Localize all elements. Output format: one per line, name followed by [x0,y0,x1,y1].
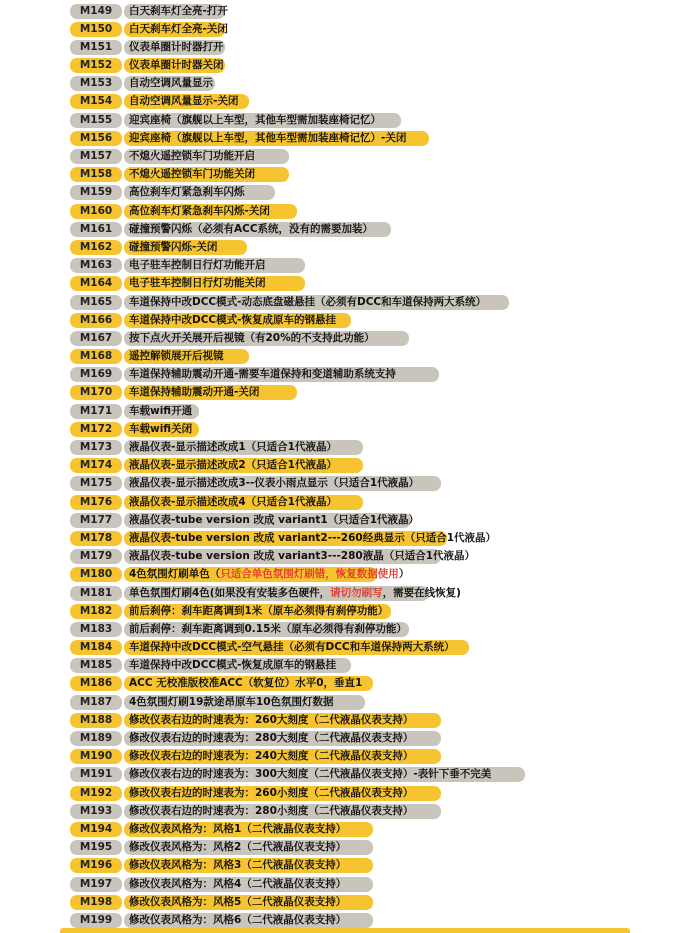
list-item [0,38,700,56]
item-code: M199 [70,913,122,928]
list-item [0,748,700,766]
list-item [0,257,700,275]
list-item [0,439,700,457]
item-description [124,640,469,655]
item-code: M198 [70,895,122,910]
list-item [0,311,700,329]
item-text: 自动空调风量显示 [129,77,213,90]
item-description [124,222,391,237]
list-item [0,148,700,166]
item-text: 车道保持中改DCC模式-恢复成原车的钢悬挂 [129,659,336,672]
item-description [124,895,373,910]
item-text: 修改仪表风格为：风格4（二代液晶仪表支持） [129,877,347,890]
item-code: M153 [70,76,122,91]
item-code: M173 [70,440,122,455]
list-item [0,857,700,875]
item-description [124,131,429,146]
item-description [124,749,441,764]
item-description [124,385,297,400]
item-description [124,531,497,546]
item-description [124,4,228,19]
item-text: 遥控解锁展开后视镜 [129,350,224,363]
item-description [124,786,441,801]
bottom-divider [60,928,630,933]
item-text: 车载wifi关闭 [129,422,193,435]
list-item [0,111,700,129]
item-text: 高位刹车灯紧急刹车闪烁-关闭 [129,204,270,217]
item-code: M156 [70,131,122,146]
item-text: 单色氛围灯刷4色(如果没有安装多色硬件， [129,586,331,599]
item-description [124,458,363,473]
item-code: M178 [70,531,122,546]
list-item [0,711,700,729]
list-item [0,584,700,602]
item-text: 白天刹车灯全亮-关闭 [129,22,228,35]
item-text: ACC 无校准版校准ACC（软复位）水平0，垂直1 [129,677,363,690]
item-warning: 只适合单色氛围灯刷错，恢复数据使用 [220,568,399,581]
item-text: 4色氛围灯刷单色（ [129,568,221,581]
list-item [0,639,700,657]
item-code: M185 [70,658,122,673]
item-code: M176 [70,495,122,510]
list-item [0,839,700,857]
item-text: 液晶仪表-显示描述改成2（只适合1代液晶） [129,459,337,472]
item-text: 修改仪表右边的时速表为：260小刻度（二代液晶仪表支持） [129,786,414,799]
list-item [0,348,700,366]
list-item [0,166,700,184]
list-item [0,238,700,256]
item-description [124,767,525,782]
item-description [124,349,249,364]
item-code: M188 [70,713,122,728]
item-description [124,804,441,819]
item-code: M171 [70,404,122,419]
item-text: 白天刹车灯全亮-打开 [129,4,228,17]
item-text: 液晶仪表-tube version 改成 variant3---280液晶（只适合1代液晶） [129,550,476,563]
item-text: 碰撞预警闪烁-关闭 [129,240,218,253]
item-code: M175 [70,476,122,491]
item-description [124,858,373,873]
list-item [0,75,700,93]
item-code: M160 [70,204,122,219]
item-text: 修改仪表风格为：风格3（二代液晶仪表支持） [129,859,347,872]
item-warning: 请切勿刷写 [330,586,383,599]
item-text: 高位刹车灯紧急刹车闪烁 [129,186,245,199]
item-description [124,22,228,37]
item-text: 碰撞预警闪烁（必须有ACC系统，没有的需要加装） [129,222,374,235]
item-text: 修改仪表右边的时速表为：300大刻度（二代液晶仪表支持）-表针下垂不完美 [129,768,492,781]
item-code: M194 [70,822,122,837]
list-item [0,2,700,20]
item-description [124,367,439,382]
item-text: 车道保持辅助震动开通-关闭 [129,386,260,399]
list-item [0,730,700,748]
list-item [0,202,700,220]
item-description [124,331,409,346]
item-text: 修改仪表右边的时速表为：280小刻度（二代液晶仪表支持） [129,804,414,817]
item-code: M150 [70,22,122,37]
item-description [124,313,351,328]
item-description [124,94,249,109]
item-code: M192 [70,786,122,801]
item-code: M183 [70,622,122,637]
item-code: M157 [70,149,122,164]
item-code: M165 [70,295,122,310]
item-description [124,658,351,673]
item-text: 自动空调风量显示-关闭 [129,95,239,108]
item-description [124,404,199,419]
list-item [0,457,700,475]
item-code: M159 [70,185,122,200]
item-text: 前后刹停：刹车距离调到1米（原车必须得有刹停功能） [129,604,389,617]
item-text: 车道保持中改DCC模式-动态底盘磁悬挂（必须有DCC和车道保持两大系统） [129,295,487,308]
item-code: M149 [70,4,122,19]
item-text: 修改仪表风格为：风格1（二代液晶仪表支持） [129,822,347,835]
list-item [0,675,700,693]
item-code: M169 [70,367,122,382]
list-item [0,657,700,675]
list-item [0,475,700,493]
item-text-suffix: ，需要在线恢复) [382,586,461,599]
item-description [124,440,363,455]
item-text-suffix: ） [398,568,410,581]
list-item [0,184,700,202]
item-text: 迎宾座椅（旗舰以上车型，其他车型需加装座椅记忆） [129,113,381,126]
item-code: M174 [70,458,122,473]
item-description [124,276,305,291]
item-text: 仪表单圈计时器打开 [129,40,224,53]
item-text: 修改仪表风格为：风格6（二代液晶仪表支持） [129,913,347,926]
list-item [0,220,700,238]
item-text: 液晶仪表-显示描述改成3--仪表小雨点显示（只适合1代液晶） [129,477,420,490]
item-code: M151 [70,40,122,55]
item-description [124,40,225,55]
item-description [124,58,225,73]
item-code: M164 [70,276,122,291]
item-text: 液晶仪表-显示描述改成1（只适合1代液晶） [129,441,337,453]
item-code: M189 [70,731,122,746]
item-text: 修改仪表风格为：风格5（二代液晶仪表支持） [129,895,347,908]
list-item [0,766,700,784]
item-description [124,549,476,564]
item-text: 电子驻车控制日行灯功能关闭 [129,277,266,290]
item-text: 修改仪表风格为：风格2（二代液晶仪表支持） [129,841,347,854]
item-description [124,149,289,164]
item-code: M197 [70,877,122,892]
list-item [0,293,700,311]
item-code: M166 [70,313,122,328]
item-text: 液晶仪表-tube version 改成 variant1（只适合1代液晶） [129,513,420,526]
item-description [124,713,441,728]
item-text: 车道保持中改DCC模式-恢复成原车的钢悬挂 [129,313,336,326]
list-item [0,784,700,802]
list-item [0,511,700,529]
item-text: 车道保持中改DCC模式-空气悬挂（必须有DCC和车道保持两大系统） [129,641,455,654]
item-description [124,840,373,855]
item-text: 迎宾座椅（旗舰以上车型，其他车型需加装座椅记忆）-关闭 [129,131,407,144]
list-item [0,529,700,547]
list-item [0,620,700,638]
item-code: M186 [70,676,122,691]
item-description [124,586,461,601]
list-item [0,384,700,402]
item-text: 仪表单圈计时器关闭 [129,59,224,72]
list-item [0,129,700,147]
item-code: M162 [70,240,122,255]
list-item [0,893,700,911]
item-text: 前后刹停：刹车距离调到0.15米（原车必须得有刹停功能） [129,622,407,635]
list-item [0,20,700,38]
item-description [124,622,409,637]
item-description [124,513,420,528]
item-code: M191 [70,767,122,782]
item-code: M152 [70,58,122,73]
item-description [124,167,289,182]
list-item [0,93,700,111]
item-description [124,295,509,310]
item-description [124,240,247,255]
item-code: M184 [70,640,122,655]
item-code: M154 [70,94,122,109]
item-code: M155 [70,113,122,128]
item-description [124,913,373,928]
item-description [124,76,215,91]
item-description [124,185,275,200]
item-code: M195 [70,840,122,855]
item-description [124,567,410,582]
item-description [124,695,365,710]
list-item [0,57,700,75]
list-item [0,911,700,929]
item-text: 车载wifi开通 [129,404,193,417]
item-code: M163 [70,258,122,273]
item-text: 4色氛围灯刷19款途昂原车10色氛围灯数据 [129,695,334,708]
item-code: M180 [70,567,122,582]
item-text: 修改仪表右边的时速表为：280大刻度（二代液晶仪表支持） [129,732,414,744]
item-code: M172 [70,422,122,437]
list-item [0,493,700,511]
item-text: 修改仪表右边的时速表为：240大刻度（二代液晶仪表支持） [129,750,414,763]
item-description [124,604,391,619]
item-code: M182 [70,604,122,619]
list-item [0,602,700,620]
item-text: 不熄火遥控锁车门功能关闭 [129,168,255,181]
item-description [124,495,363,510]
item-text: 修改仪表右边的时速表为：260大刻度（二代液晶仪表支持） [129,713,414,726]
list-item [0,875,700,893]
list-item [0,548,700,566]
item-code: M181 [70,586,122,601]
item-code: M193 [70,804,122,819]
item-code: M196 [70,858,122,873]
item-code: M179 [70,549,122,564]
item-description [124,113,401,128]
list-item [0,420,700,438]
item-description [124,822,373,837]
item-code: M187 [70,695,122,710]
item-description [124,258,305,273]
item-description [124,476,441,491]
item-text: 不熄火遥控锁车门功能开启 [129,150,255,162]
item-text: 电子驻车控制日行灯功能开启 [129,259,266,272]
list-item [0,802,700,820]
item-text: 液晶仪表-显示描述改成4（只适合1代液晶） [129,495,337,508]
item-text: 按下点火开关展开后视镜（有20%的不支持此功能） [129,331,375,344]
list-item [0,693,700,711]
code-list [0,2,700,930]
item-description [124,877,373,892]
item-code: M158 [70,167,122,182]
item-description [124,676,373,691]
item-description [124,204,297,219]
list-item [0,275,700,293]
item-text: 车道保持辅助震动开通-需要车道保持和变道辅助系统支持 [129,368,396,381]
item-code: M170 [70,385,122,400]
list-item [0,366,700,384]
item-code: M161 [70,222,122,237]
item-text: 液晶仪表-tube version 改成 variant2---260经典显示（只适合1代液晶） [129,531,497,544]
list-item [0,329,700,347]
item-code: M177 [70,513,122,528]
item-description [124,422,199,437]
list-item [0,402,700,420]
list-item [0,566,700,584]
item-description [124,731,441,746]
item-code: M168 [70,349,122,364]
list-item [0,820,700,838]
item-code: M190 [70,749,122,764]
item-code: M167 [70,331,122,346]
